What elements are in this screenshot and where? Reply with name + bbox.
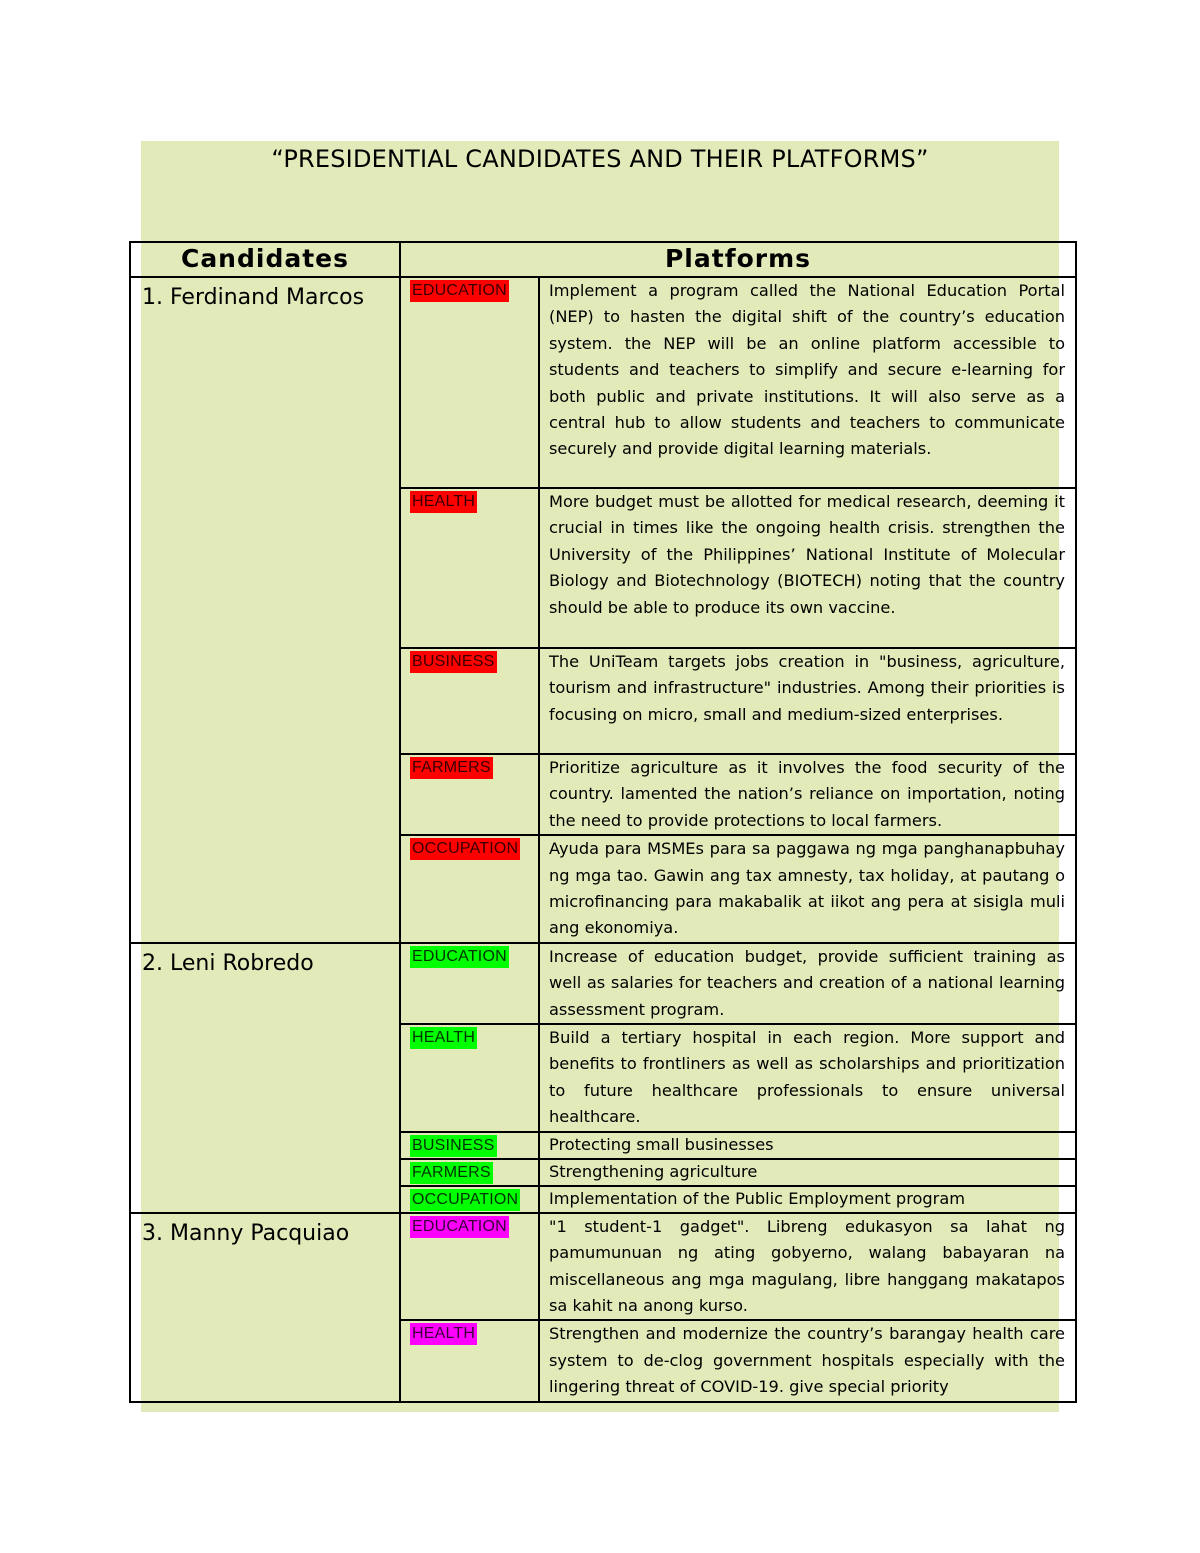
category-cell: [400, 277, 539, 488]
category-tag: OCCUPATION: [410, 1189, 520, 1211]
category-tag: EDUCATION: [410, 1216, 509, 1238]
platform-description: More budget must be allotted for medical research, deeming it crucial in times like the ongoing health crisis. strengthen the University of the Philippines’ National Institute of Molecular Biology and Biotechnology (BIOTECH) noting that the country should be able to produce its own vaccine.: [539, 488, 1076, 648]
category-tag: EDUCATION: [410, 946, 509, 968]
platform-description: "1 student-1 gadget". Libreng edukasyon sa lahat ng pamumunuan ng ating gobyerno, walang babayaran na miscellaneous ang mga magulang, libre hanggang makatapos sa kahit na anong kurso.: [539, 1213, 1076, 1321]
category-tag: EDUCATION: [410, 280, 509, 302]
platform-description: Strengthening agriculture: [539, 1159, 1076, 1186]
category-tag: HEALTH: [410, 1323, 477, 1345]
platforms-table: [129, 241, 1077, 1403]
category-cell: [400, 648, 539, 754]
header-candidates: Candidates: [130, 242, 400, 277]
category-tag: BUSINESS: [410, 651, 497, 673]
category-cell: [400, 1132, 539, 1159]
category-cell: [400, 1186, 539, 1213]
category-cell: [400, 754, 539, 835]
category-cell: [400, 835, 539, 943]
category-tag: HEALTH: [410, 1027, 477, 1049]
candidate-name: 3. Manny Pacquiao: [130, 1213, 400, 1402]
category-cell: [400, 1024, 539, 1132]
platform-description: Ayuda para MSMEs para sa paggawa ng mga panghanapbuhay ng mga tao. Gawin ang tax amnesty, tax holiday, at pautang o microfinancing para makabalik at iikot ang pera at sisigla muli ang ekonomiya.: [539, 835, 1076, 943]
platform-description: Strengthen and modernize the country’s barangay health care system to de-clog government hospitals especially with the lingering threat of COVID-19. give special priority: [539, 1320, 1076, 1401]
category-tag: HEALTH: [410, 491, 477, 513]
platform-description: Implement a program called the National Education Portal (NEP) to hasten the digital shift of the country’s education system. the NEP will be an online platform accessible to students and teachers to simplify and secure e-learning for both public and private institutions. It will also serve as a central hub to allow students and teachers to communicate securely and provide digital learning materials.: [539, 277, 1076, 488]
category-cell: [400, 1159, 539, 1186]
header-platforms: Platforms: [400, 242, 1076, 277]
category-cell: [400, 943, 539, 1024]
platform-description: The UniTeam targets jobs creation in "business, agriculture, tourism and infrastructure" industries. Among their priorities is focusing on micro, small and medium-sized enterprises.: [539, 648, 1076, 754]
platform-description: Build a tertiary hospital in each region. More support and benefits to frontliners as well as scholarships and prioritization to future healthcare professionals to ensure universal healthcare.: [539, 1024, 1076, 1132]
category-tag: OCCUPATION: [410, 838, 520, 860]
category-cell: [400, 1320, 539, 1401]
category-cell: [400, 488, 539, 648]
category-tag: FARMERS: [410, 1162, 493, 1184]
platform-description: Implementation of the Public Employment program: [539, 1186, 1076, 1213]
category-tag: FARMERS: [410, 757, 493, 779]
category-tag: BUSINESS: [410, 1135, 497, 1157]
platform-description: Protecting small businesses: [539, 1132, 1076, 1159]
page-title: “PRESIDENTIAL CANDIDATES AND THEIR PLATFORMS”: [271, 145, 929, 173]
candidate-name: 2. Leni Robredo: [130, 943, 400, 1213]
candidate-name: 1. Ferdinand Marcos: [130, 277, 400, 943]
platform-description: Increase of education budget, provide sufficient training as well as salaries for teachers and creation of a national learning assessment program.: [539, 943, 1076, 1024]
category-cell: [400, 1213, 539, 1321]
platform-description: Prioritize agriculture as it involves the food security of the country. lamented the nation’s reliance on importation, noting the need to provide protections to local farmers.: [539, 754, 1076, 835]
